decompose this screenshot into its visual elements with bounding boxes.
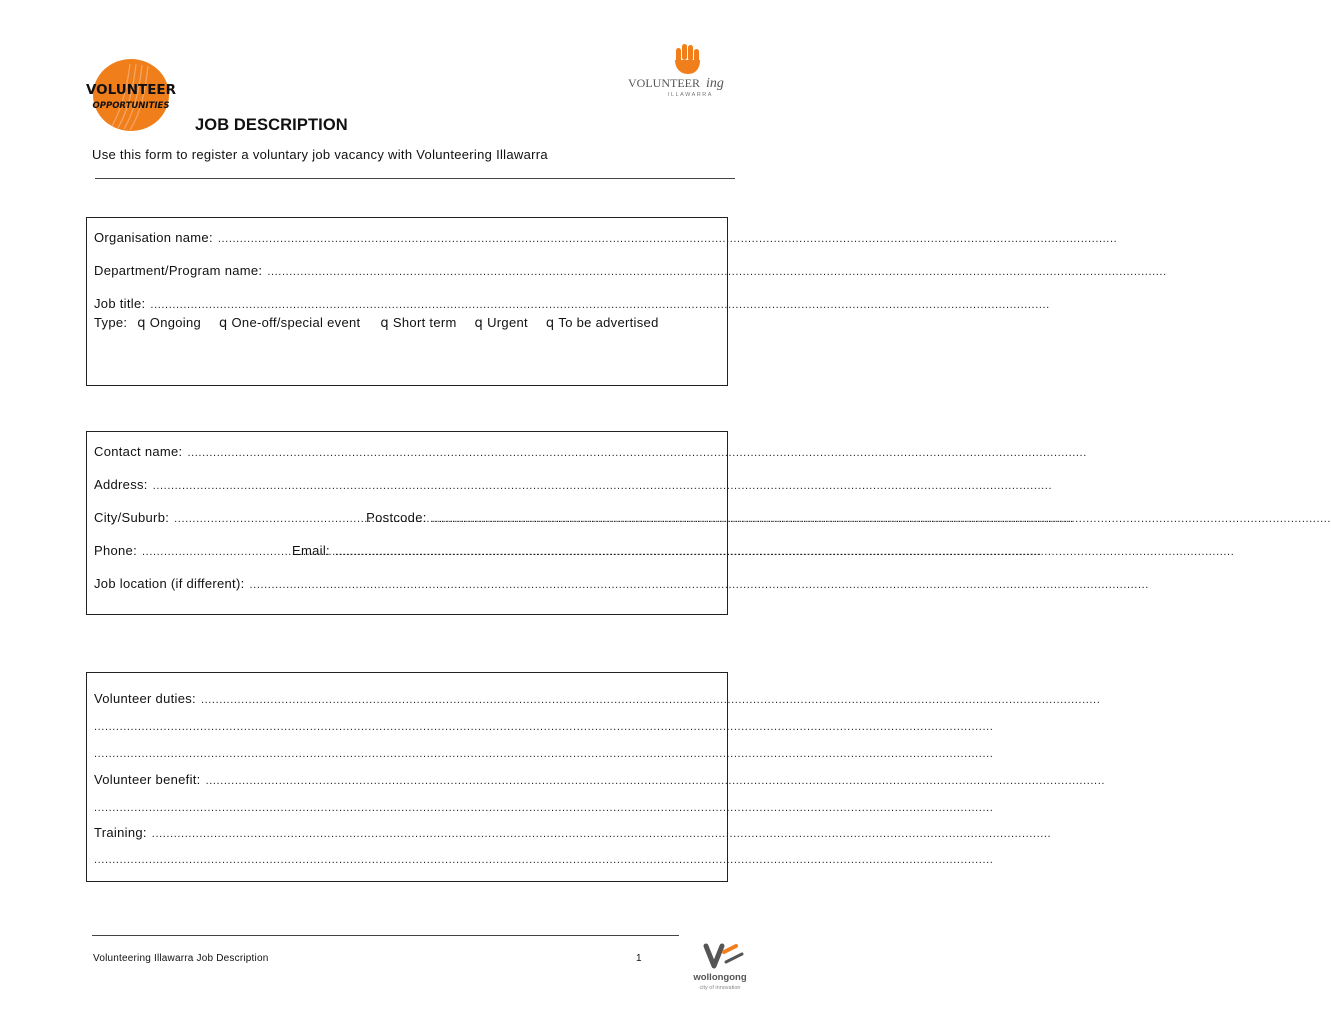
svg-text:ing: ing [706, 76, 724, 91]
phone-email-row [94, 543, 721, 558]
phone-field[interactable] [142, 543, 287, 558]
svg-text:VOLUNTEER: VOLUNTEER [628, 76, 700, 90]
checkbox-icon[interactable]: q [218, 316, 228, 331]
organisation-section [86, 217, 728, 386]
contact-name-field[interactable]: Contact name: ..... [94, 444, 721, 459]
page-subtitle: Use this form to register a voluntary job vacancy with Volunteering Illawarra [92, 147, 548, 162]
type-option-to-be-advertised[interactable]: q To be advertised [545, 315, 659, 331]
job-location-field[interactable]: Job location (if different): ..... [94, 576, 721, 591]
city-postcode-row [94, 510, 721, 525]
address-field[interactable]: Address: ..... [94, 477, 721, 492]
city-suburb-label: City/Suburb: [94, 510, 170, 525]
email-field[interactable] [335, 543, 1234, 558]
svg-text:OPPORTUNITIES: OPPORTUNITIES [92, 101, 170, 111]
checkbox-icon[interactable]: q [380, 316, 389, 331]
checkbox-icon[interactable]: q [545, 316, 555, 331]
type-label: Type: [94, 315, 128, 330]
divider [95, 178, 735, 179]
volunteering-illawarra-logo [620, 42, 732, 98]
footer-text: Volunteering Illawarra Job Description [93, 953, 269, 964]
job-type-options [94, 313, 721, 334]
svg-text:ILLAWARRA: ILLAWARRA [668, 92, 713, 98]
phone-label: Phone: [94, 543, 138, 558]
svg-text:VOLUNTEER: VOLUNTEER [85, 82, 177, 98]
page-title: JOB DESCRIPTION [195, 116, 348, 134]
svg-text:city of innovation: city of innovation [699, 985, 741, 991]
volunteer-benefit-field[interactable]: Volunteer benefit: ..... [94, 772, 721, 787]
type-option-urgent[interactable]: q Urgent [474, 315, 528, 331]
postcode-field[interactable] [432, 510, 1331, 525]
job-title-field[interactable]: Job title: ..... [94, 296, 721, 311]
checkbox-icon[interactable]: q [474, 316, 484, 331]
type-option-ongoing[interactable]: q Ongoing [137, 315, 202, 331]
checkbox-icon[interactable]: q [137, 316, 146, 331]
organisation-name-field[interactable]: Organisation name: ..... [94, 230, 721, 245]
svg-text:wollongong: wollongong [693, 972, 747, 983]
email-label: Email: [292, 543, 330, 558]
page-number: 1 [636, 953, 642, 964]
type-option-short-term[interactable]: q Short term [380, 315, 457, 331]
volunteer-duties-field[interactable]: Volunteer duties: ..... [94, 691, 721, 706]
training-field[interactable]: Training: ..... [94, 825, 721, 840]
wollongong-logo [690, 940, 750, 992]
hand-icon [675, 44, 700, 74]
training-line-2[interactable] [94, 851, 721, 866]
volunteer-duties-line-3[interactable] [94, 745, 721, 760]
duties-section [86, 672, 728, 882]
city-suburb-field[interactable] [174, 510, 352, 525]
postcode-label: Postcode: [366, 510, 427, 525]
type-option-one-off[interactable]: q One-off/special event [218, 315, 361, 331]
footer-divider [92, 935, 679, 936]
volunteer-opportunities-logo [85, 58, 177, 132]
volunteer-benefit-line-2[interactable] [94, 799, 721, 814]
contact-section [86, 431, 728, 615]
volunteer-duties-line-2[interactable] [94, 718, 721, 733]
department-program-field[interactable]: Department/Program name: ..... [94, 263, 721, 278]
